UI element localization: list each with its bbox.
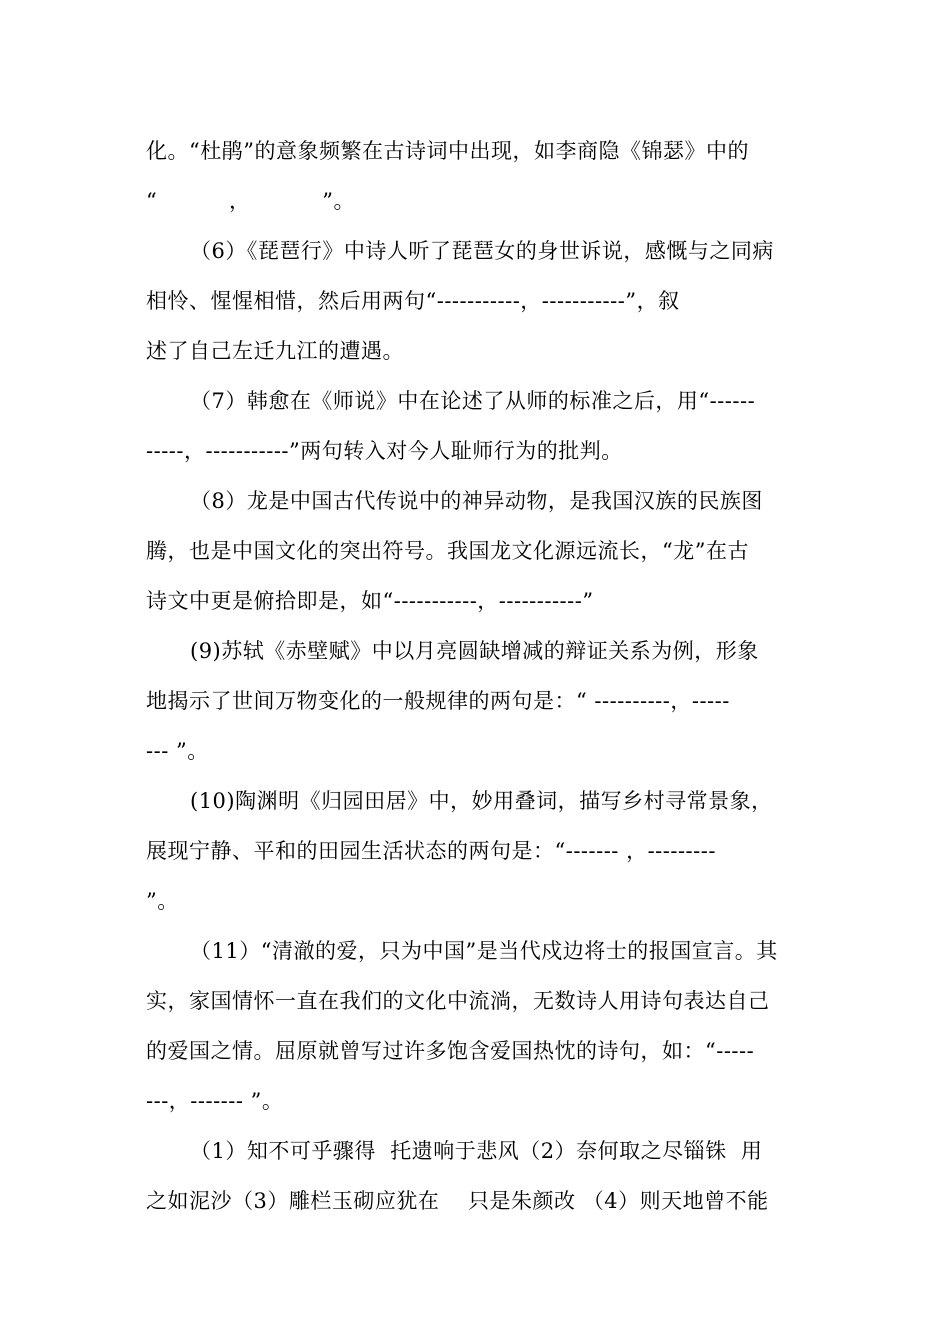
- text-line: （11）“清澈的爱，只为中国”是当代戍边将士的报国宣言。其: [190, 939, 778, 963]
- text-line: （1）知不可乎骤得 托遗响于悲风（2）奈何取之尽锱铢 用: [190, 1139, 763, 1163]
- text-line: ”。: [146, 889, 179, 913]
- text-line: （7）韩愈在《师说》中在论述了从师的标准之后，用“------: [190, 389, 756, 413]
- text-line: ---，------- ”。: [146, 1089, 284, 1113]
- text-line: 的爱国之情。屈原就曾写过许多饱含爱国热忱的诗句，如：“-----: [146, 1039, 755, 1063]
- text-line: --- ”。: [146, 739, 209, 763]
- text-line: (9)苏轼《赤壁赋》中以月亮圆缺增减的辩证关系为例，形象: [190, 639, 759, 663]
- text-line: 化。“杜鹃”的意象频繁在古诗词中出现，如李商隐《锦瑟》中的: [146, 139, 749, 163]
- text-line: 地揭示了世间万物变化的一般规律的两句是：“ ----------，-----: [146, 689, 730, 713]
- text-line: 述了自己左迁九江的遭遇。: [146, 339, 404, 363]
- text-line: 展现宁静、平和的田园生活状态的两句是：“------- ，---------: [146, 839, 716, 863]
- text-line: 腾，也是中国文化的突出符号。我国龙文化源远流长，“龙”在古: [146, 539, 749, 563]
- text-line: (10)陶渊明《归园田居》中，妙用叠词，描写乡村寻常景象，: [190, 789, 773, 813]
- text-line: （6）《琵琶行》中诗人听了琵琶女的身世诉说，感慨与之同病: [190, 239, 774, 263]
- text-line: -----，-----------”两句转入对今人耻师行为的批判。: [146, 439, 623, 463]
- text-line: 相怜、惺惺相惜，然后用两句“-----------，-----------”，叙: [146, 289, 680, 313]
- text-line: （8）龙是中国古代传说中的神异动物，是我国汉族的民族图: [190, 489, 763, 513]
- text-line: 实，家国情怀一直在我们的文化中流淌，无数诗人用诗句表达自己: [146, 989, 770, 1013]
- text-line: 之如泥沙（3）雕栏玉砌应犹在 只是朱颜改 （4）则天地曾不能: [146, 1189, 769, 1213]
- text-line: 诗文中更是俯拾即是，如“-----------，-----------”: [146, 589, 594, 613]
- text-line: “ ， ”。: [146, 189, 355, 213]
